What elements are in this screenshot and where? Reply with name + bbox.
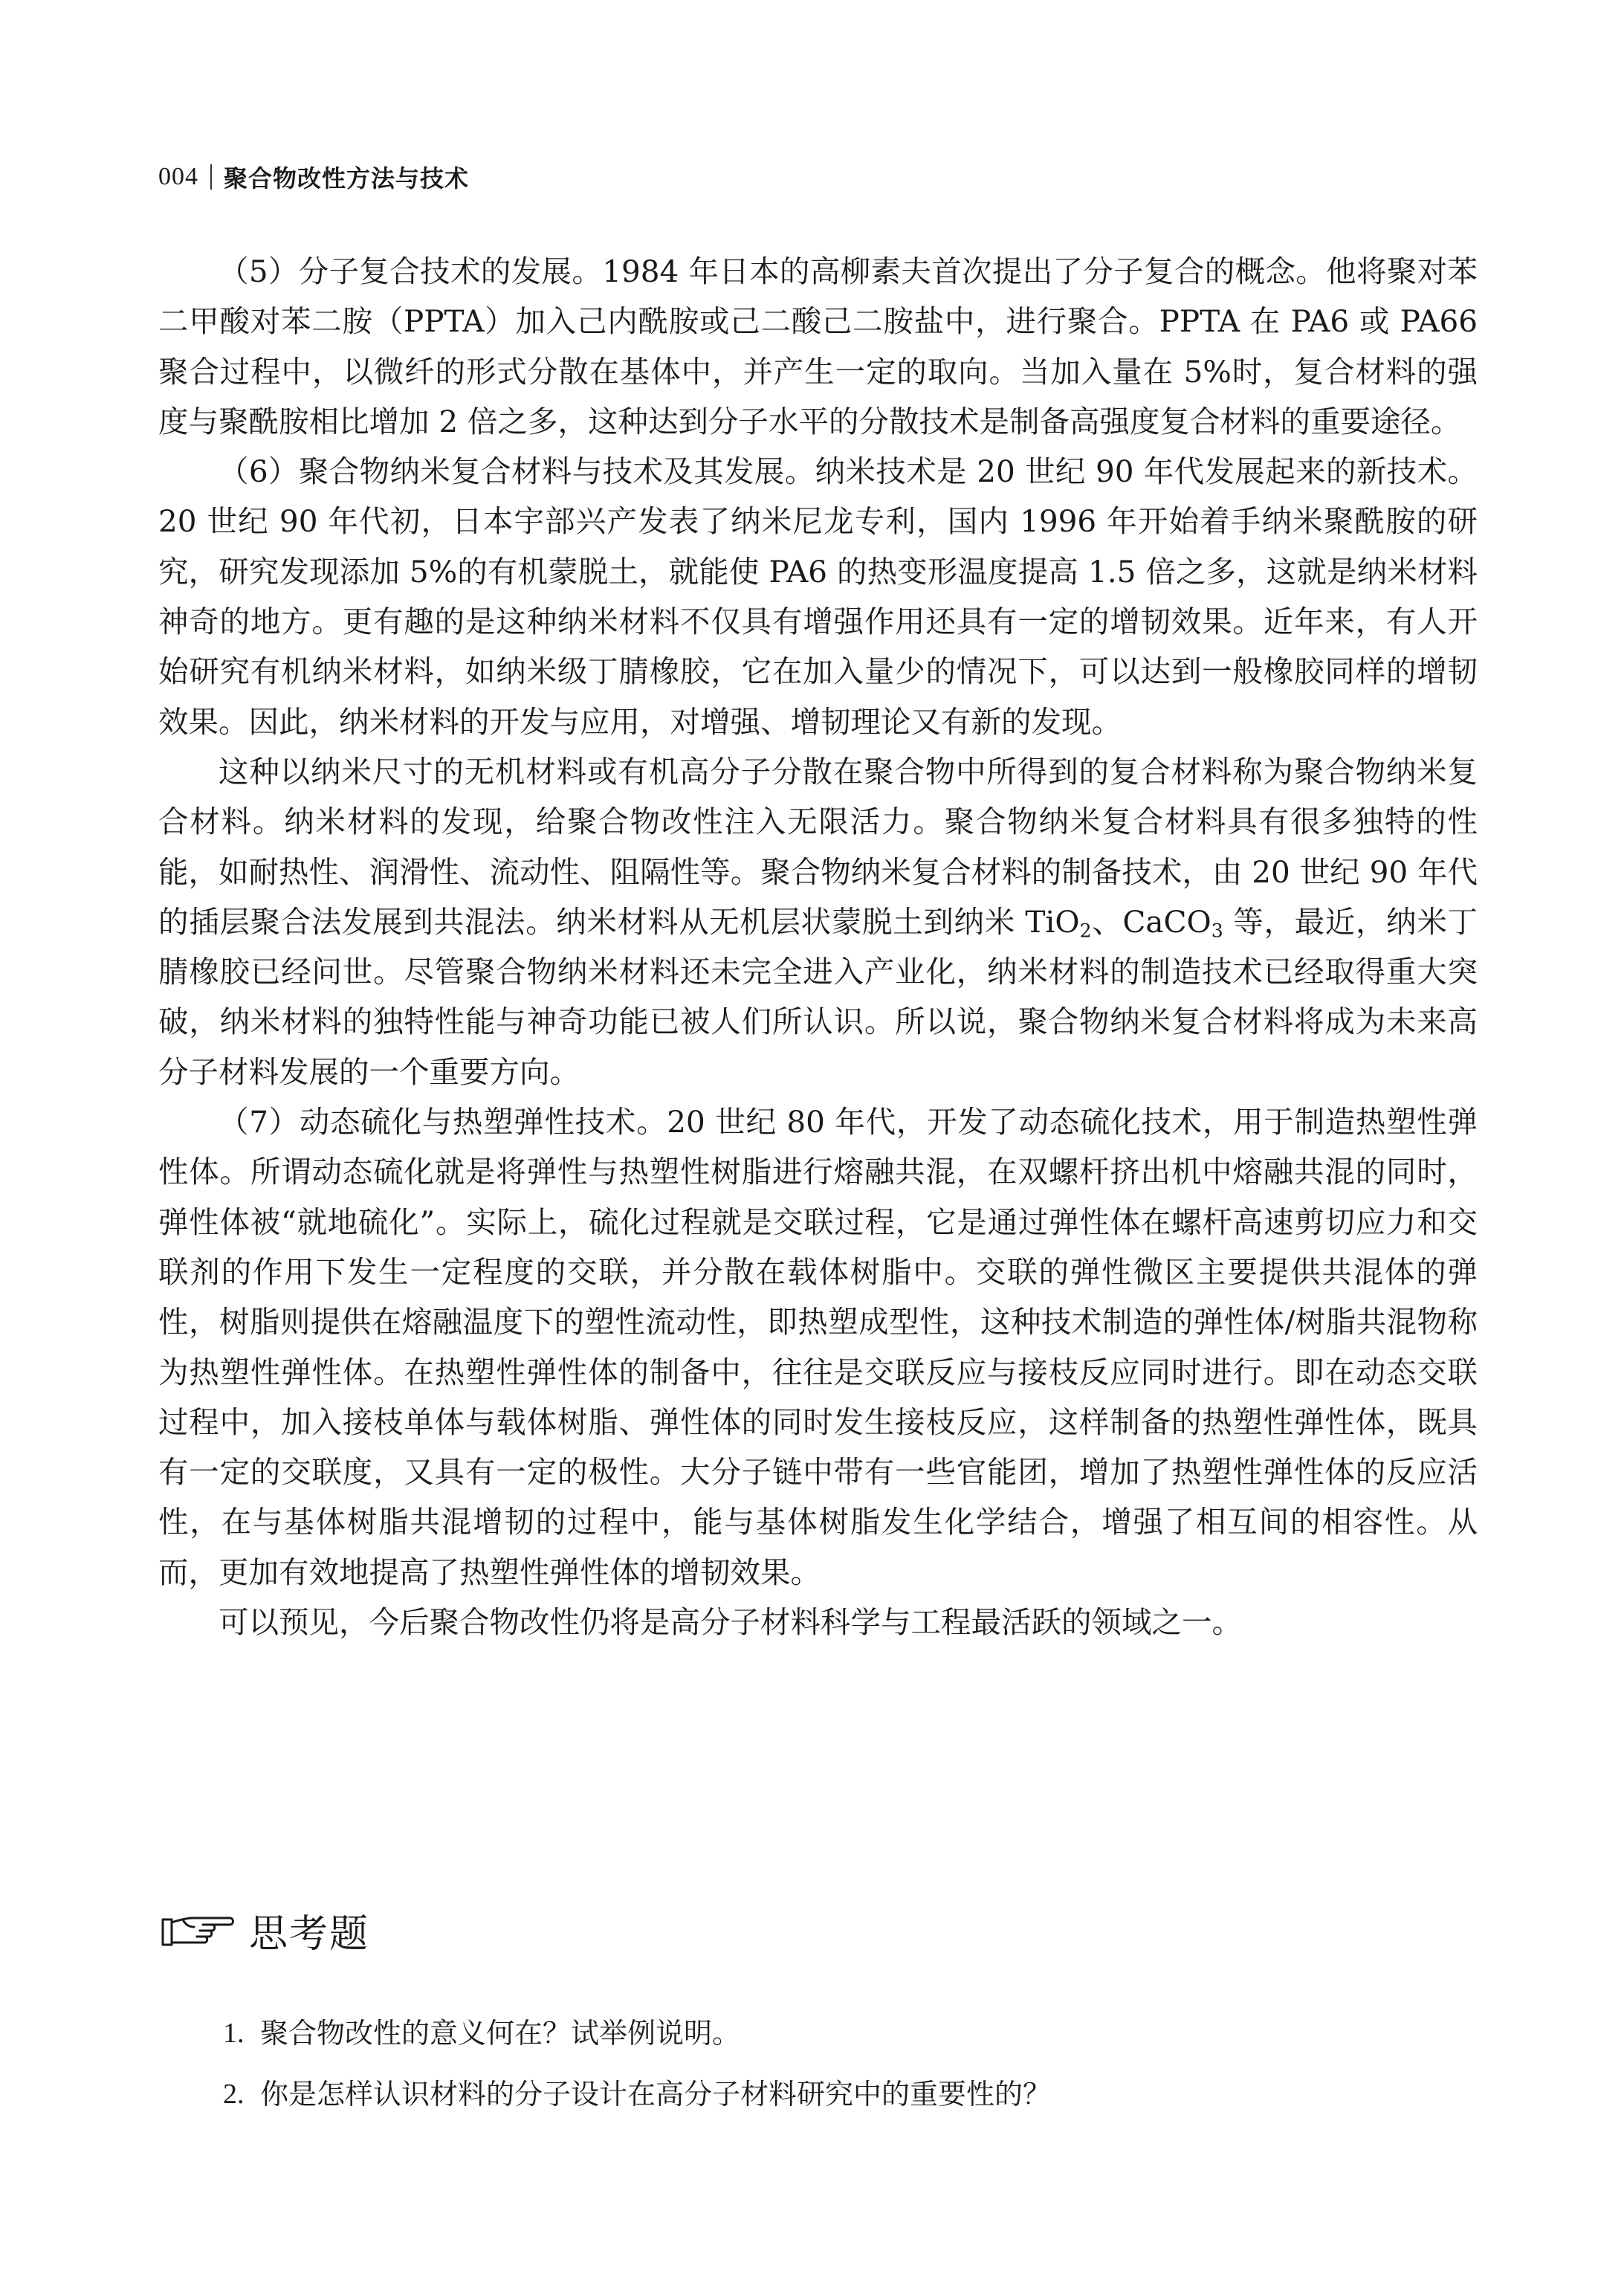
paragraph-7: （7）动态硫化与热塑弹性技术。20 世纪 80 年代，开发了动态硫化技术，用于制造热塑性弹性体。所谓动态硫化就是将弹性与热塑性树脂进行熔融共混，在双螺杆挤出机中熔融共混的同时，弹性体被“就地硫化”。实际上，硫化过程就是交联过程，它是通过弹性体在螺杆高速剪切应力和交联剂的作用下发生一定程度的交联，并分散在载体树脂中。交联的弹性微区主要提供共混体的弹性，树脂则提供在熔融温度下的塑性流动性，即热塑成型性，这种技术制造的弹性体/树脂共混物称为热塑性弹性体。在热塑性弹性体的制备中，往往是交联反应与接枝反应同时进行。即在动态交联过程中，加入接枝单体与载体树脂、弹性体的同时发生接枝反应，这样制备的热塑性弹性体，既具有一定的交联度，又具有一定的极性。大分子链中带有一些官能团，增加了热塑性弹性体的反应活性，在与基体树脂共混增韧的过程中，能与基体树脂发生化学结合，增强了相互间的相容性。从而，更加有效地提高了热塑性弹性体的增韧效果。 xyxy=(158,1104,1478,1590)
question-text: 你是怎样认识材料的分子设计在高分子材料研究中的重要性的？ xyxy=(260,2078,1052,2111)
pointing-hand-icon xyxy=(158,1908,240,1952)
question-number: 1. xyxy=(223,2018,245,2049)
paragraph-conclusion: 可以预见，今后聚合物改性仍将是高分子材料科学与工程最活跃的领域之一。 xyxy=(219,1604,1242,1641)
paragraph-text: 等，最近，纳米丁腈橡胶已经问世。尽管聚合物纳米材料还未完全进入产业化，纳米材料的制造技术已经取得重大突破，纳米材料的独特性能与神奇功能已被人们所认识。所以说，聚合物纳米复合材料将成为未来高分子材料发展的一个重要方向。 xyxy=(158,903,1478,1090)
question-list xyxy=(223,2003,1486,2125)
paragraph-text: 、CaCO xyxy=(1091,903,1211,940)
question-text: 聚合物改性的意义何在？试举例说明。 xyxy=(260,2017,741,2050)
subscript: 2 xyxy=(1079,920,1092,942)
paragraph-5: （5）分子复合技术的发展。1984 年日本的高柳素夫首次提出了分子复合的概念。他将聚对苯二甲酸对苯二胺（PPTA）加入己内酰胺或己二酸己二胺盐中，进行聚合。PPTA 在 PA6 或 PA66 聚合过程中，以微纤的形式分散在基体中，并产生一定的取向。当加入量在 5%时，复合材料的强度与聚酰胺相比增加 2 倍之多，这种达到分子水平的分散技术是制备高强度复合材料的重要途径。 xyxy=(158,254,1478,439)
question-number: 2. xyxy=(223,2079,245,2110)
running-header xyxy=(158,155,469,199)
list-item xyxy=(223,2064,1486,2125)
paragraph-nanocomposite xyxy=(158,747,1478,1097)
page-number: 004 xyxy=(158,163,198,190)
book-title: 聚合物改性方法与技术 xyxy=(224,164,470,193)
paragraph-6: （6）聚合物纳米复合材料与技术及其发展。纳米技术是 20 世纪 90 年代发展起来的新技术。20 世纪 90 年代初，日本宇部兴产发表了纳米尼龙专利，国内 1996 年开始着手纳米聚酰胺的研究，研究发现添加 5%的有机蒙脱土，就能使 PA6 的热变形温度提高 1.5 倍之多，这就是纳米材料神奇的地方。更有趣的是这种纳米材料不仅具有增强作用还具有一定的增韧效果。近年来，有人开始研究有机纳米材料，如纳米级丁腈橡胶，它在加入量少的情况下，可以达到一般橡胶同样的增韧效果。因此，纳米材料的开发与应用，对增强、增韧理论又有新的发现。 xyxy=(158,453,1478,740)
header-divider xyxy=(210,164,212,190)
section-heading xyxy=(158,1900,369,1960)
list-item xyxy=(223,2003,1486,2064)
section-title: 思考题 xyxy=(249,1911,370,1957)
subscript: 3 xyxy=(1211,920,1223,942)
paragraph-text: 这种以纳米尺寸的无机材料或有机高分子分散在聚合物中所得到的复合材料称为聚合物纳米复合材料。纳米材料的发现，给聚合物改性注入无限活力。聚合物纳米复合材料具有很多独特的性能，如耐热性、润滑性、流动性、阻隔性等。聚合物纳米复合材料的制备技术，由 20 世纪 90 年代的插层聚合法发展到共混法。纳米材料从无机层状蒙脱土到纳米 TiO xyxy=(158,753,1478,940)
body-text xyxy=(158,247,1478,1647)
